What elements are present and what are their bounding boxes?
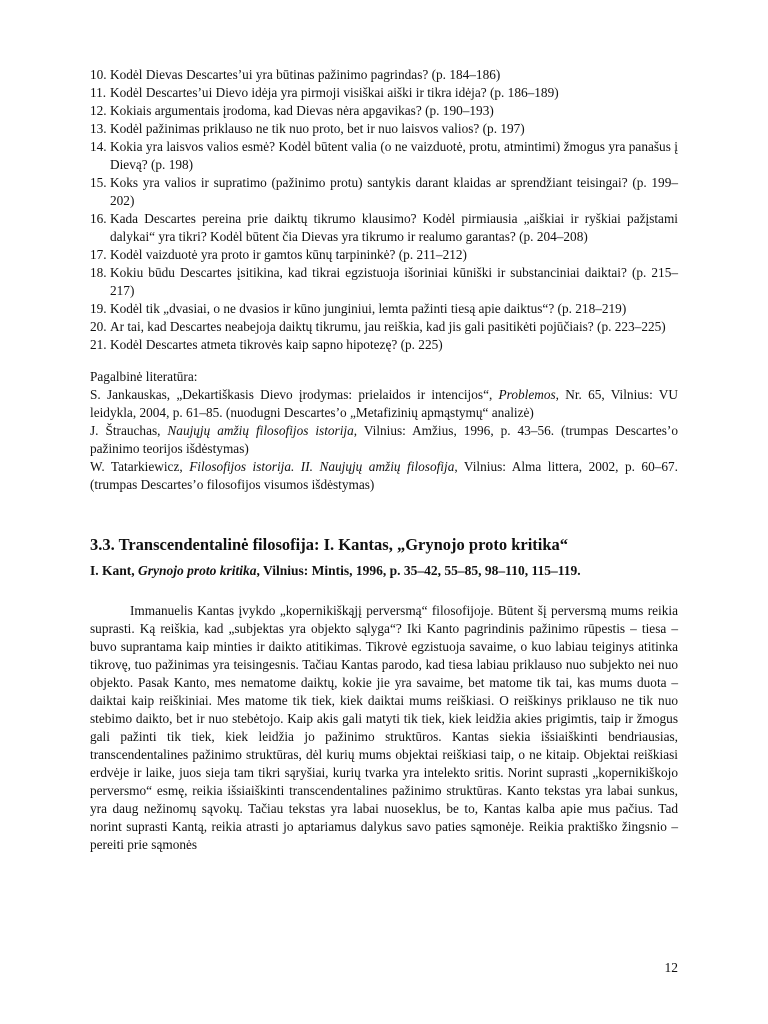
question-text: Kokia yra laisvos valios esmė? Kodėl būtent valia (o ne vaizduotė, protu, atmintimi) žmogus yra panašus į Dievą? (p. 198) <box>110 139 678 172</box>
question-number: 21. <box>90 337 107 352</box>
question-number: 16. <box>90 211 107 226</box>
question-number: 14. <box>90 139 107 154</box>
citation-text: S. Jankauskas, „Dekartiškasis Dievo įrodymas: prielaidos ir intencijos“, <box>90 387 499 402</box>
question-list <box>90 66 678 354</box>
list-item <box>90 66 678 84</box>
citation-title: Naujųjų amžių filosofijos istorija <box>167 423 354 438</box>
literature-entry <box>90 458 678 494</box>
list-item <box>90 318 678 336</box>
question-number: 15. <box>90 175 107 190</box>
literature-heading: Pagalbinė literatūra: <box>90 369 198 384</box>
body-paragraph: Immanuelis Kantas įvykdo „kopernikiškąjį perversmą“ filosofijoje. Būtent šį perversmą mums reikia suprasti. Ką reiškia, kad „subjektas yra objekto sąlyga“? Iki Kanto pagrindinis pažinimo rūpestis – tiesa – buvo suprantama kaip minties ir daikto atitikimas. Tikrovė egzistuoja savaime, o kuo labiau teiginys atitinka tikrovę, tuo pažinimas yra teisingesnis. Tačiau Kantas parodo, kad tiesa labiau priklauso nuo subjekto nei nuo objekto. Pasak Kanto, mes nematome daiktų, kokie jie yra savaime, bet matome tik tai, kas mums duota – daiktai kaip reiškiniai. Mes matome tik tiek, kiek daiktai mums reiškiasi. O reiškinys priklauso ne tik nuo stebimo daikto, bet ir nuo stebėtojo. Kaip akis gali matyti tik tiek, kiek leidžia akies prigimtis, taip ir žmogus gali pažinti tik tiek, kiek leidžia jo pažinimo struktūros. Kantas siekia išsiaiškinti bendriausias, transcendentalines pažinimo struktūras, dėl kurių mums objektai reiškiasi taip, o ne kitaip. Objektai reiškiasi erdvėje ir laike, juos sieja tam tikri sąryšiai, kurių tvarka yra intelekto sritis. Norint suprasti „kopernikiškojo perversmo“ esmę, reikia išsiaiškinti transcendentalines pažinimo struktūras. Kanto tekstas yra labai sunkus, yra daug nežinomų sąvokų. Tačiau tekstas yra labai nuoseklus, be to, Kantas kalba apie mus pačius. Tad norint suprasti Kantą, reikia atrasti jo aptariamus dalykus savo paties sąmonėje. Reikia praktiško žingsnio – pereiti prie sąmonės <box>90 603 678 852</box>
reference-title: Grynojo proto kritika <box>138 563 257 578</box>
list-item <box>90 264 678 300</box>
question-text: Kokiais argumentais įrodoma, kad Dievas nėra apgavikas? (p. 190–193) <box>110 103 494 118</box>
question-text: Ar tai, kad Descartes neabejoja daiktų tikrumu, jau reiškia, kad jis gali pasitikėti pojūčiais? (p. 223–225) <box>110 319 666 334</box>
question-text: Kada Descartes pereina prie daiktų tikrumo klausimo? Kodėl pirmiausia „aiškiai ir ryškiai pažįstami dalykai“ yra tikri? Kodėl būtent čia Dievas yra tikrumo ir realumo garantas? (p. 204–208) <box>110 211 678 244</box>
section-title: 3.3. Transcendentalinė filosofija: I. Kantas, „Grynojo proto kritika“ <box>90 535 569 554</box>
list-item <box>90 246 678 264</box>
list-item <box>90 300 678 318</box>
list-item <box>90 120 678 138</box>
question-number: 17. <box>90 247 107 262</box>
citation-text: , Vilnius: Amžius, 1996, p. 43–56. (trumpas Descartes’o pažinimo teorijos išdėstymas) <box>90 423 678 456</box>
list-item <box>90 138 678 174</box>
literature-entry <box>90 386 678 422</box>
question-text: Kodėl pažinimas priklauso ne tik nuo proto, bet ir nuo laisvos valios? (p. 197) <box>110 121 525 136</box>
citation-title: Filosofijos istorija. II. Naujųjų amžių filosofija <box>189 459 455 474</box>
list-item <box>90 336 678 354</box>
list-item <box>90 210 678 246</box>
citation-text: , Nr. 65, Vilnius: VU leidykla, 2004, p. 61–85. (nuodugni Descartes’o „Metafizinių apmąstymų“ analizė) <box>90 387 678 420</box>
question-number: 10. <box>90 67 107 82</box>
question-text: Kodėl Descartes’ui Dievo idėja yra pirmoji visiškai aiški ir tikra idėja? (p. 186–189) <box>110 85 559 100</box>
question-text: Kodėl tik „dvasiai, o ne dvasios ir kūno junginiui, lemta pažinti tiesą apie daiktus“? (p. 218–219) <box>110 301 627 316</box>
section-reference <box>90 562 678 580</box>
question-number: 20. <box>90 319 107 334</box>
question-text: Kodėl Descartes atmeta tikrovės kaip sapno hipotezę? (p. 225) <box>110 337 443 352</box>
question-number: 11. <box>90 85 107 100</box>
list-item <box>90 174 678 210</box>
citation-title: Problemos <box>498 387 556 402</box>
question-number: 18. <box>90 265 107 280</box>
page-number: 12 <box>664 960 678 975</box>
question-text: Kokiu būdu Descartes įsitikina, kad tikrai egzistuoja išoriniai kūniški ir substanciniai daiktai? (p. 215–217) <box>110 265 678 298</box>
question-text: Kodėl vaizduotė yra proto ir gamtos kūnų tarpininkė? (p. 211–212) <box>110 247 467 262</box>
question-number: 19. <box>90 301 107 316</box>
question-text: Kodėl Dievas Descartes’ui yra būtinas pažinimo pagrindas? (p. 184–186) <box>110 67 501 82</box>
question-number: 13. <box>90 121 107 136</box>
list-item <box>90 84 678 102</box>
literature-entry <box>90 422 678 458</box>
citation-text: W. Tatarkiewicz, <box>90 459 190 474</box>
reference-details: , Vilnius: Mintis, 1996, p. 35–42, 55–85, 98–110, 115–119. <box>256 563 581 578</box>
citation-text: , Vilnius: Alma littera, 2002, p. 60–67. (trumpas Descartes’o filosofijos visumos išdėstymas) <box>90 459 678 492</box>
question-text: Koks yra valios ir supratimo (pažinimo protu) santykis darant klaidas ar sprendžiant teisingai? (p. 199–202) <box>110 175 678 208</box>
list-item <box>90 102 678 120</box>
document-page <box>90 66 678 867</box>
question-number: 12. <box>90 103 107 118</box>
reference-author: I. Kant, <box>90 563 139 578</box>
citation-text: J. Štrauchas, <box>90 423 168 438</box>
